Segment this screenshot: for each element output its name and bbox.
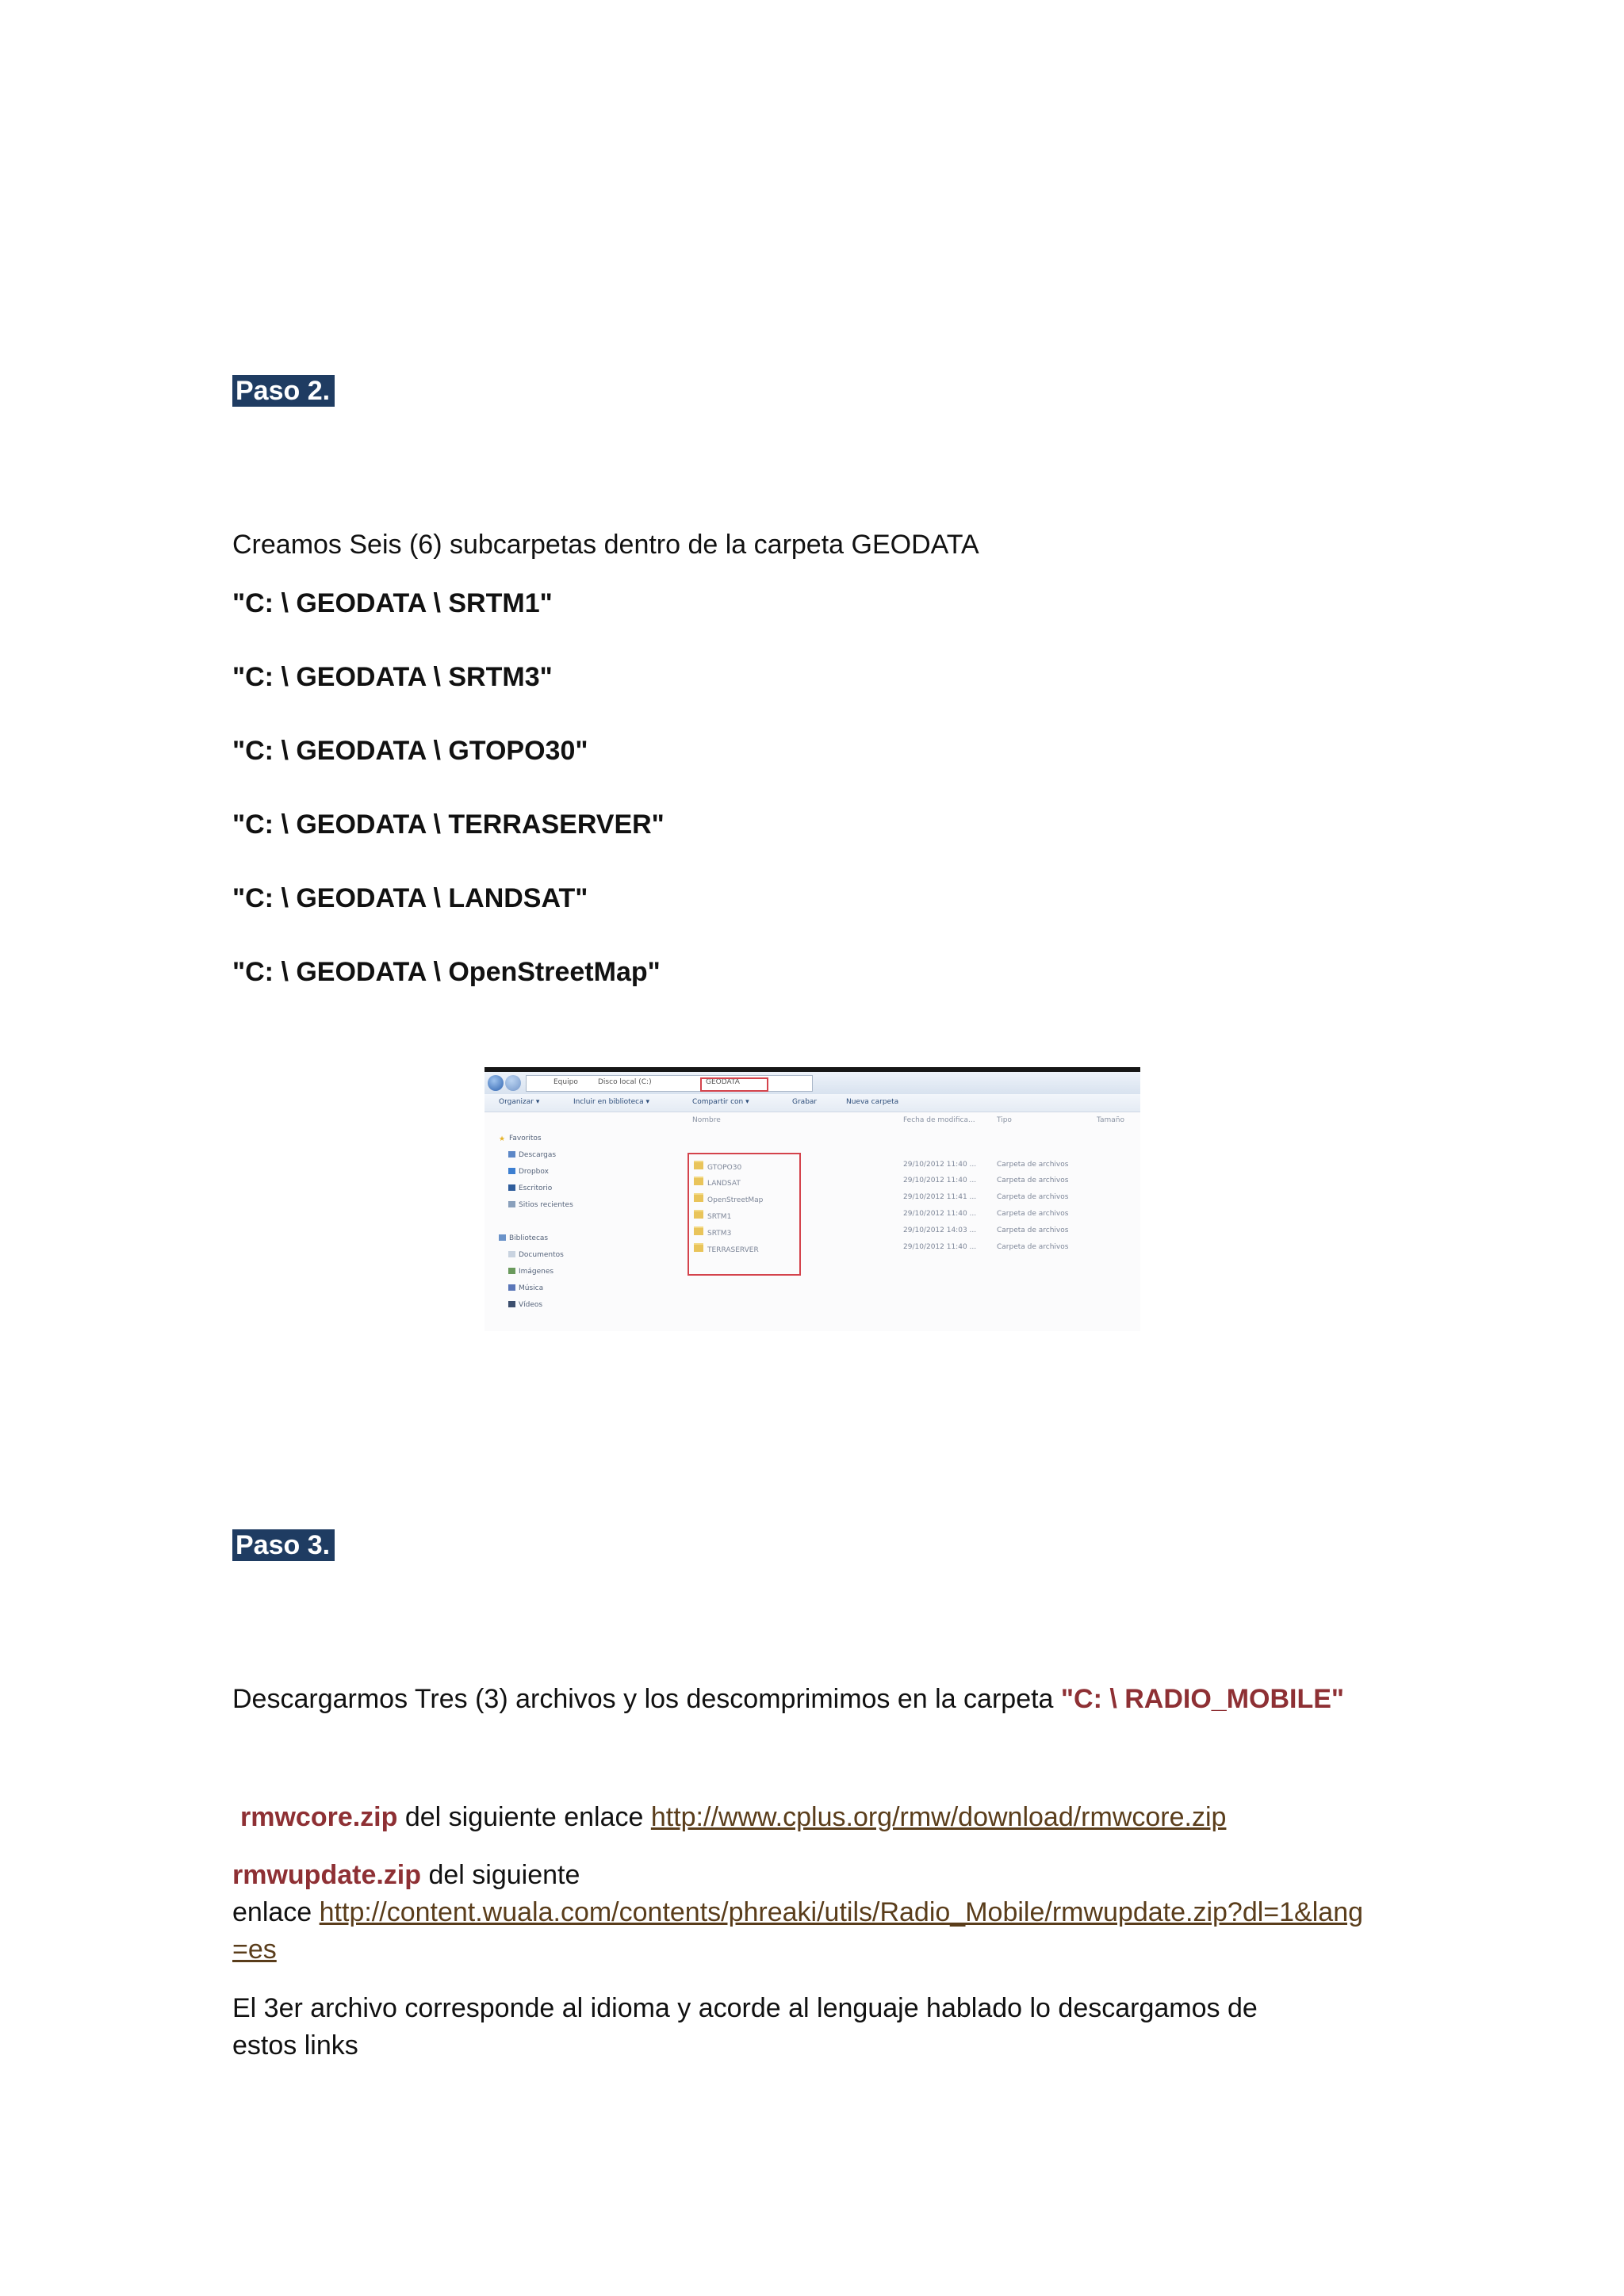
toolbar-organizar: Organizar ▾ <box>499 1098 540 1106</box>
nav-dropbox: Dropbox <box>508 1168 549 1176</box>
nav-bibliotecas: Bibliotecas <box>499 1234 548 1242</box>
geodata-path-terraserver: "C: \ GEODATA \ TERRASERVER" <box>232 809 665 840</box>
paso-2-badge: Paso 2. <box>232 375 335 407</box>
geodata-path-srtm1: "C: \ GEODATA \ SRTM1" <box>232 588 553 618</box>
third-file-line-2: estos links <box>232 2030 358 2061</box>
geodata-path-openstreetmap: "C: \ GEODATA \ OpenStreetMap" <box>232 957 661 987</box>
explorer-screenshot <box>485 1067 1140 1331</box>
nav-descargas: Descargas <box>508 1151 556 1159</box>
folder-icon <box>694 1210 703 1219</box>
file-row: TERRASERVER 29/10/2012 11:40 ... Carpeta de archivos <box>485 1240 1140 1256</box>
geodata-path-srtm3: "C: \ GEODATA \ SRTM3" <box>232 662 553 692</box>
rmwcore-text: del siguiente enlace <box>397 1802 651 1832</box>
downloads-icon <box>508 1151 515 1158</box>
toolbar-compartir: Compartir con ▾ <box>692 1098 749 1106</box>
paso-2-intro: Creamos Seis (6) subcarpetas dentro de la carpeta GEODATA <box>232 530 979 560</box>
toolbar-nueva-carpeta: Nueva carpeta <box>846 1098 899 1106</box>
column-tipo: Tipo <box>997 1116 1012 1124</box>
folder-icon <box>694 1177 703 1185</box>
breadcrumb-equipo: Equipo <box>553 1078 578 1086</box>
file-row: SRTM1 29/10/2012 11:40 ... Carpeta de archivos <box>485 1207 1140 1223</box>
file-row: SRTM3 29/10/2012 14:03 ... Carpeta de archivos <box>485 1223 1140 1239</box>
rmwupdate-filename: rmwupdate.zip <box>232 1860 422 1890</box>
back-arrow-icon <box>488 1075 504 1091</box>
nav-favoritos: ★ Favoritos <box>499 1135 542 1143</box>
nav-sitios-recientes: Sitios recientes <box>508 1201 573 1209</box>
nav-videos: Vídeos <box>508 1301 542 1309</box>
breadcrumb-geodata: GEODATA <box>706 1078 740 1086</box>
file-row: LANDSAT 29/10/2012 11:40 ... Carpeta de archivos <box>485 1173 1140 1189</box>
forward-arrow-icon <box>505 1075 521 1091</box>
geodata-highlight-box <box>700 1077 768 1092</box>
rmwupdate-link-continued <box>232 1931 277 1968</box>
folder-icon <box>694 1243 703 1252</box>
videos-icon <box>508 1301 515 1307</box>
file-row: OpenStreetMap 29/10/2012 11:41 ... Carpeta de archivos <box>485 1190 1140 1206</box>
rmwupdate-link[interactable]: http://content.wuala.com/contents/phreaki/utils/Radio_Mobile/rmwupdate.zip?dl=1&lang <box>319 1897 1364 1927</box>
column-nombre: Nombre <box>692 1116 721 1124</box>
column-fecha: Fecha de modifica... <box>903 1116 975 1124</box>
pictures-icon <box>508 1268 515 1274</box>
toolbar-incluir: Incluir en biblioteca ▾ <box>573 1098 650 1106</box>
music-icon <box>508 1284 515 1291</box>
file-row: GTOPO30 29/10/2012 11:40 ... Carpeta de archivos <box>485 1158 1140 1173</box>
paso-3-intro <box>232 1681 1344 1717</box>
rmwcore-filename: rmwcore.zip <box>240 1802 398 1832</box>
folder-icon <box>694 1161 703 1169</box>
paso-3-badge: Paso 3. <box>232 1529 335 1561</box>
rmwupdate-link-end[interactable]: =es <box>232 1934 277 1965</box>
rmwupdate-link-line <box>232 1894 1363 1931</box>
explorer-toolbar <box>485 1094 1140 1112</box>
explorer-address-bar <box>485 1072 1140 1094</box>
star-icon: ★ <box>499 1135 506 1143</box>
breadcrumb <box>526 1075 813 1092</box>
geodata-path-landsat: "C: \ GEODATA \ LANDSAT" <box>232 883 588 913</box>
paso-3-intro-text: Descargarmos Tres (3) archivos y los descomprimimos en la carpeta <box>232 1684 1061 1714</box>
radio-mobile-path: "C: \ RADIO_MOBILE" <box>1060 1684 1345 1714</box>
nav-imagenes: Imágenes <box>508 1268 553 1276</box>
rmwcore-link[interactable]: http://www.cplus.org/rmw/download/rmwcore.zip <box>650 1802 1227 1832</box>
enlace-label: enlace <box>232 1897 320 1927</box>
nav-escritorio: Escritorio <box>508 1184 552 1192</box>
third-file-line-1: El 3er archivo corresponde al idioma y acorde al lenguaje hablado lo descargamos de <box>232 1993 1258 2023</box>
folder-icon <box>694 1226 703 1235</box>
rmwupdate-line <box>232 1857 580 1893</box>
breadcrumb-disco-local: Disco local (C:) <box>598 1078 652 1086</box>
column-tamano: Tamaño <box>1097 1116 1125 1124</box>
nav-documentos: Documentos <box>508 1251 564 1259</box>
nav-musica: Música <box>508 1284 543 1292</box>
geodata-path-gtopo30: "C: \ GEODATA \ GTOPO30" <box>232 736 588 766</box>
toolbar-grabar: Grabar <box>792 1098 818 1106</box>
folder-icon <box>694 1193 703 1202</box>
rmwupdate-text: del siguiente <box>421 1860 580 1890</box>
rmwcore-line <box>240 1799 1226 1835</box>
